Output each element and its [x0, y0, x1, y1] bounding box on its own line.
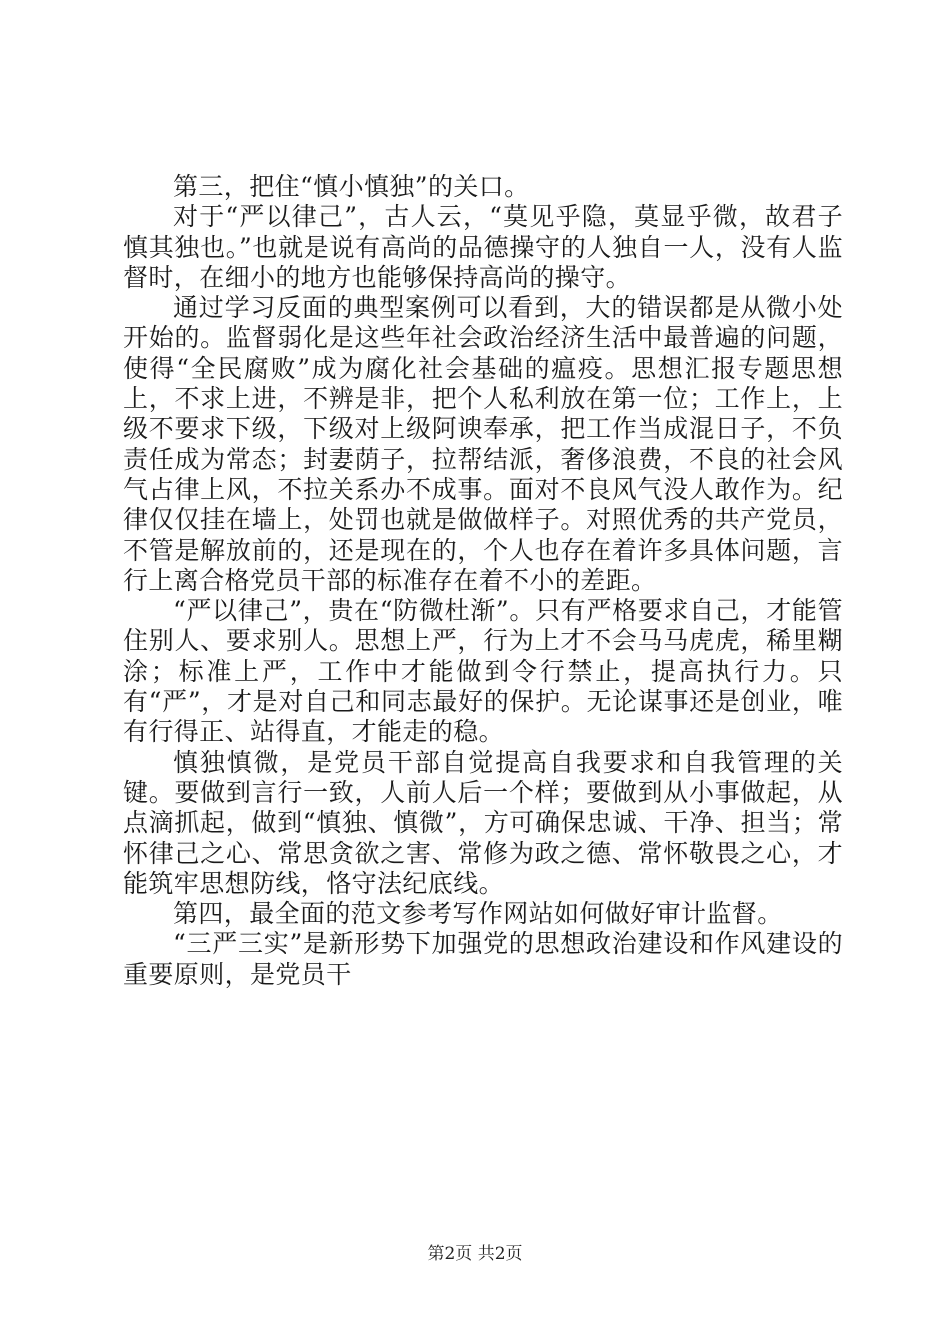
paragraph-section-three-heading: 第三，把住“慎小慎独”的关口。 — [173, 172, 530, 201]
paragraph-section-four-heading: 第四，最全面的范文参考写作网站如何做好审计监督。 — [173, 899, 783, 929]
paragraph-caution-alone: 慎独慎微，是党员干部自觉提高自我要求和自我管理的关键。要做到言行一致，人前人后一个样；要做到从小事做起，从点滴抓起，做到“慎独、慎微”，方可确保忠诚、干净、担当；常怀律己之心、常思贪欲之害、常修为政之德、常怀敬畏之心，才能筑牢思想防线，恪守法纪底线。 — [123, 747, 843, 898]
document-body — [123, 172, 843, 990]
paragraph-self-discipline-quote: 对于“严以律己”，古人云，“莫见乎隐，莫显乎微，故君子慎其独也。”也就是说有高尚的品德操守的人独自一人，没有人监督时，在细小的地方也能够保持高尚的操守。 — [123, 202, 843, 292]
paragraph-prevent-small-errors: “严以律己”，贵在“防微杜渐”。只有严格要求自己，才能管住别人、要求别人。思想上严，行为上才不会马马虎虎，稀里糊涂；标准上严，工作中才能做到令行禁止，提高执行力。只有“严”，才是对自己和同志最好的保护。无论谋事还是创业，唯有行得正、站得直，才能走的稳。 — [123, 596, 843, 747]
page-footer: 第2页 共2页 — [427, 1244, 523, 1264]
paragraph-three-stricts: “三严三实”是新形势下加强党的思想政治建设和作风建设的重要原则，是党员干 — [123, 929, 843, 989]
paragraph-negative-cases: 通过学习反面的典型案例可以看到，大的错误都是从微小处开始的。监督弱化是这些年社会政治经济生活中最普遍的问题，使得“全民腐败”成为腐化社会基础的瘟疫。思想汇报专题思想上，不求上进，不辨是非，把个人私利放在第一位；工作上，上级不要求下级，下级对上级阿谀奉承，把工作当成混日子，不负责任成为常态；封妻荫子，拉帮结派，奢侈浪费，不良的社会风气占律上风，不拉关系办不成事。面对不良风气没人敢作为。纪律仅仅挂在墙上，处罚也就是做做样子。对照优秀的共产党员，不管是解放前的，还是现在的，个人也存在着许多具体问题，言行上离合格党员干部的标准存在着不小的差距。 — [123, 293, 843, 595]
